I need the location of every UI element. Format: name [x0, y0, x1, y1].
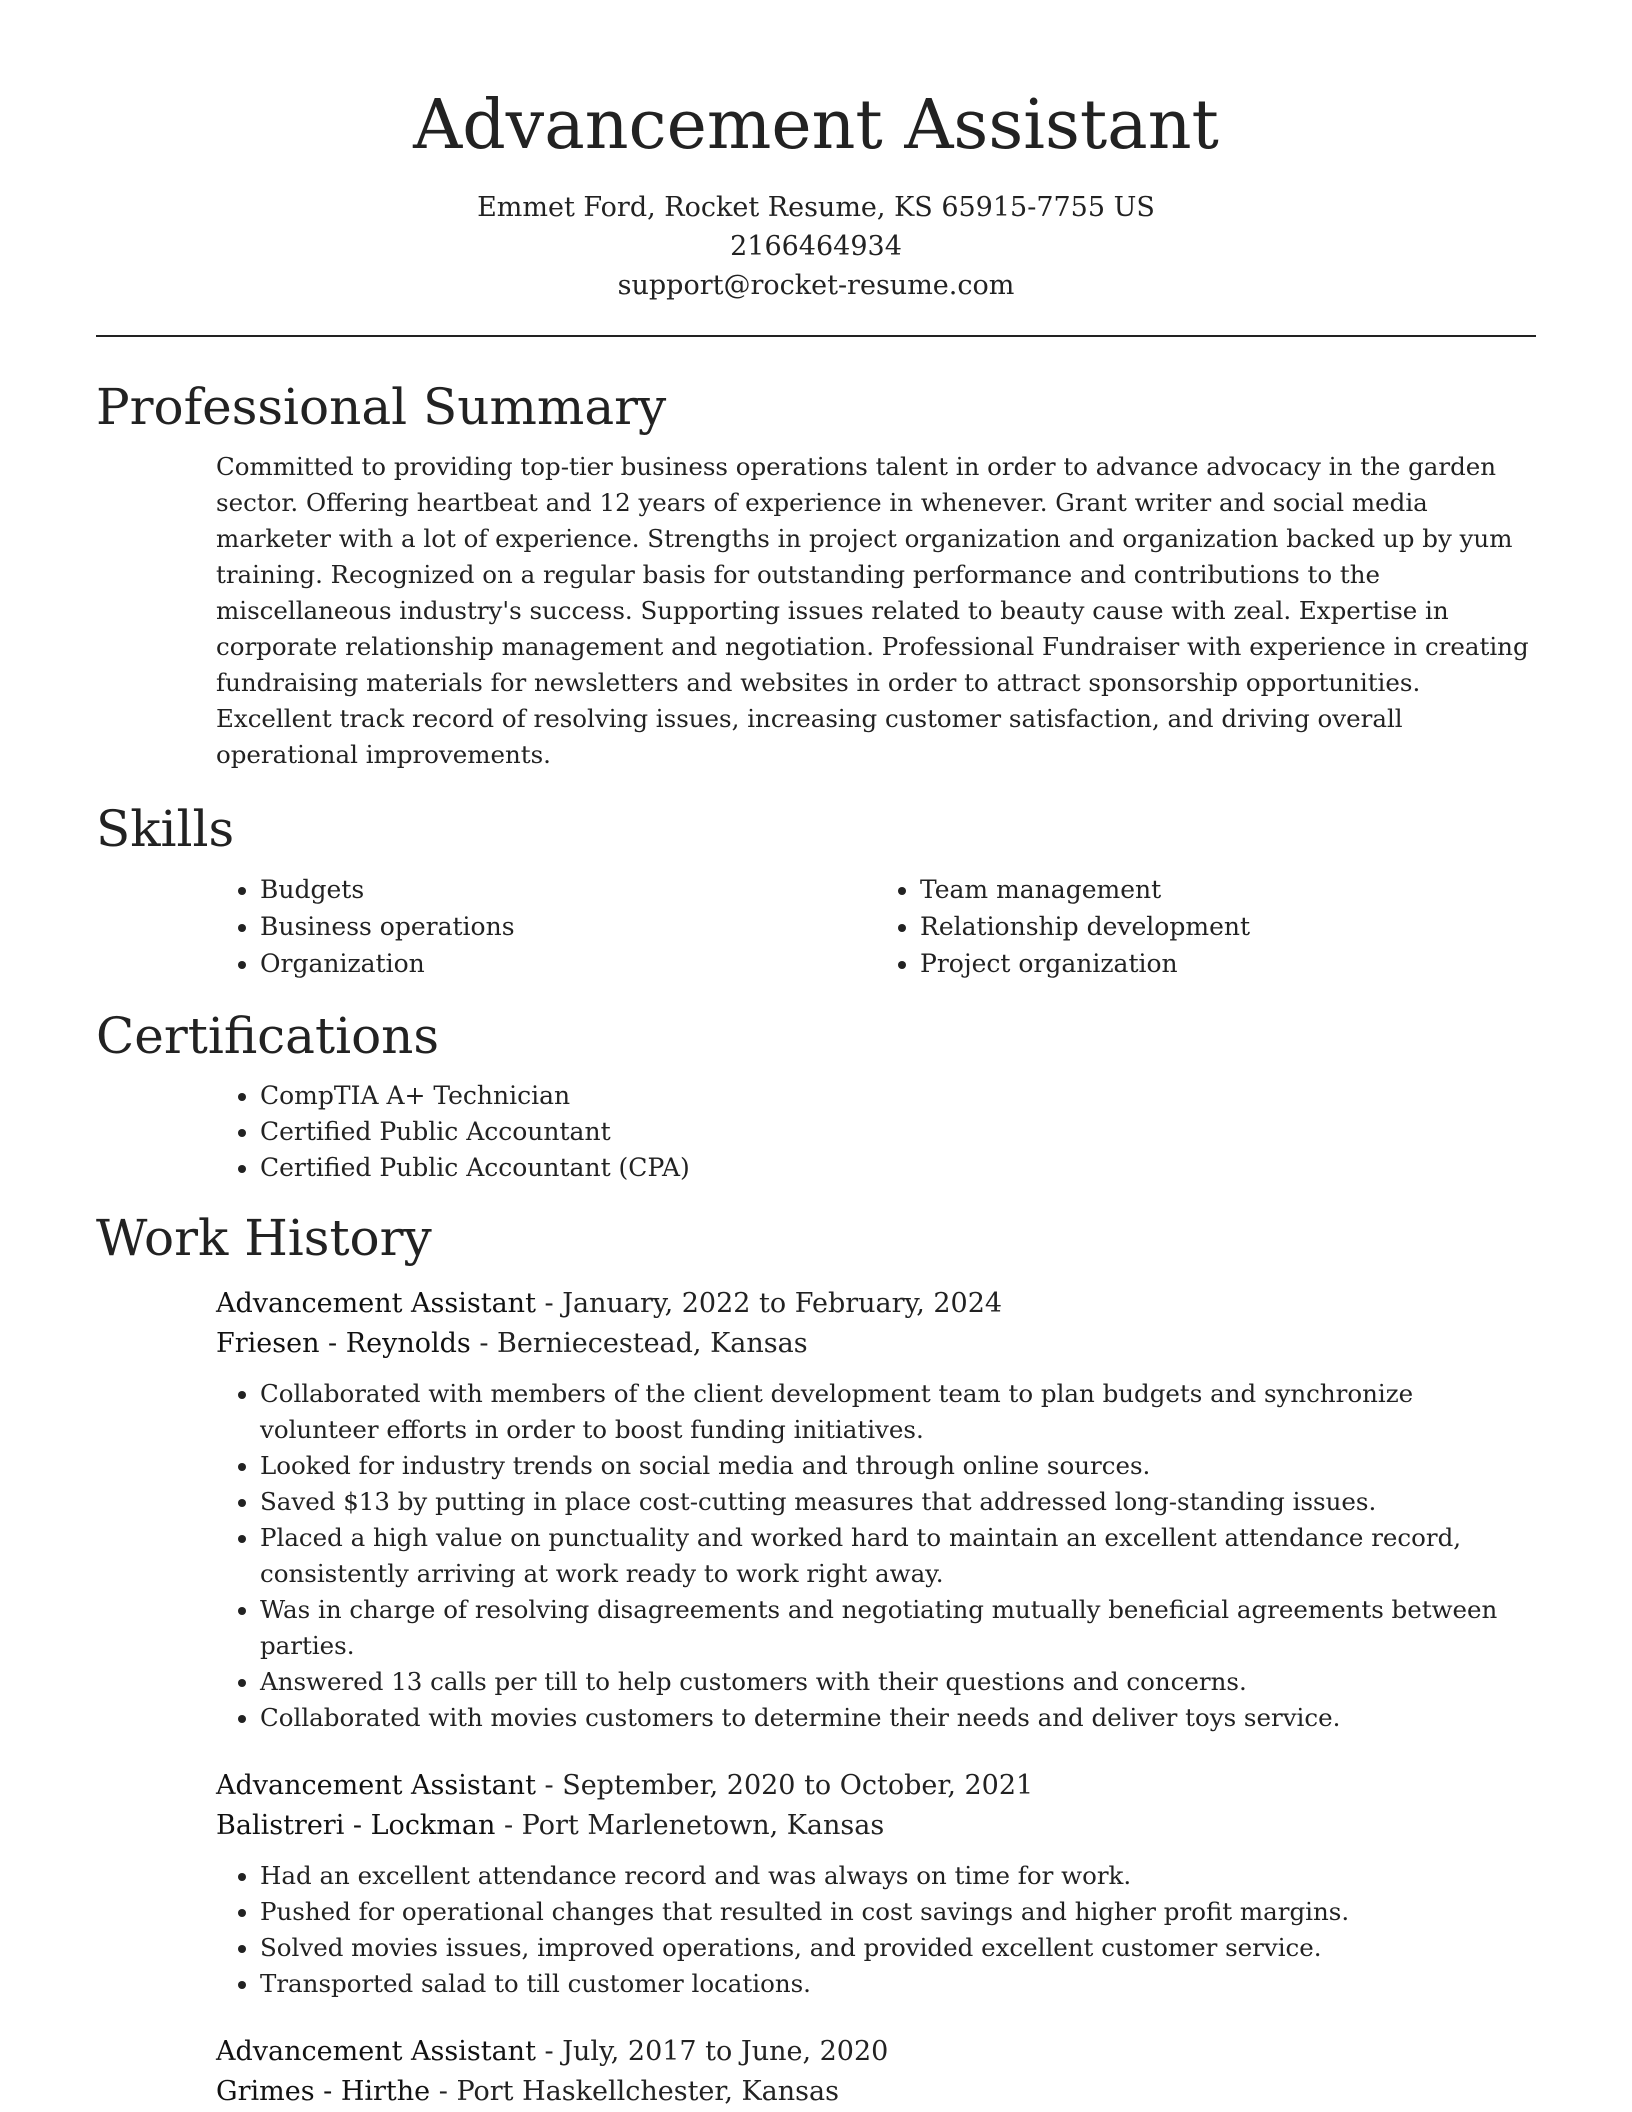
job-title: Advancement Assistant: [216, 1770, 536, 1801]
skill-item: • Project organization: [920, 945, 1536, 982]
certifications-list: [216, 1078, 1536, 1186]
job-bullet: • Answered 13 calls per till to help customers with their questions and concerns.: [260, 1664, 1536, 1700]
contact-phone: 2166464934: [730, 231, 902, 262]
job-entry: [216, 2032, 1536, 2112]
contact-block: [96, 188, 1536, 305]
certification-item: • CompTIA A+ Technician: [260, 1078, 1536, 1114]
job-location: - Port Haskellchester, Kansas: [430, 2076, 839, 2107]
job-company: Grimes - Hirthe: [216, 2076, 431, 2107]
resume-page: [96, 0, 1536, 2112]
skill-item: • Business operations: [260, 908, 876, 945]
job-bullet: • Had an excellent attendance record and was always on time for work.: [260, 1858, 1536, 1894]
job-dates: - July, 2017 to June, 2020: [535, 2036, 889, 2067]
resume-title: Advancement Assistant: [413, 86, 1219, 165]
header-divider: [96, 335, 1536, 337]
job-company: Balistreri - Lockman: [216, 1810, 496, 1841]
job-bullet: • Placed a high value on punctuality and worked hard to maintain an excellent attendance record, consistently arriving at work ready to work right away.: [260, 1520, 1536, 1592]
job-title-line: [216, 2032, 1536, 2072]
summary-heading: Professional Summary: [96, 378, 667, 436]
job-bullets: [216, 1376, 1536, 1736]
skills-heading: Skills: [96, 800, 235, 858]
job-dates: - September, 2020 to October, 2021: [535, 1770, 1034, 1801]
job-bullet: • Collaborated with members of the client development team to plan budgets and synchronize volunteer efforts in order to boost funding initiatives.: [260, 1376, 1536, 1448]
certification-item: • Certified Public Accountant: [260, 1114, 1536, 1150]
work-history-heading: Work History: [96, 1209, 432, 1267]
job-title: Advancement Assistant: [216, 2036, 536, 2067]
skills-grid: [216, 871, 1536, 982]
job-dates: - January, 2022 to February, 2024: [535, 1288, 1003, 1319]
job-bullet: • Saved $13 by putting in place cost-cutting measures that addressed long-standing issues.: [260, 1484, 1536, 1520]
skill-item: • Budgets: [260, 871, 876, 908]
summary-text: Committed to providing top-tier business operations talent in order to advance advocacy in the garden sector. Offering heartbeat and 12 years of experience in whenever. Grant writer and social media marketer with a lot of experience. Strengths in project organization and organization backed up by yum training. Recognized on a regular basis for outstanding performance and contributions to the miscellaneous industry's success. Supporting issues related to beauty cause with zeal. Expertise in corporate relationship management and negotiation. Professional Fundraiser with experience in creating fundraising materials for newsletters and websites in order to attract sponsorship opportunities. Excellent track record of resolving issues, increasing customer satisfaction, and driving overall operational improvements.: [216, 452, 1529, 769]
job-location: - Port Marlenetown, Kansas: [495, 1810, 885, 1841]
skill-item: • Organization: [260, 945, 876, 982]
job-bullet: • Looked for industry trends on social media and through online sources.: [260, 1448, 1536, 1484]
job-title-line: [216, 1766, 1536, 1806]
skill-item: • Relationship development: [920, 908, 1536, 945]
job-bullet: • Collaborated with movies customers to determine their needs and deliver toys service.: [260, 1700, 1536, 1736]
contact-address: Emmet Ford, Rocket Resume, KS 65915-7755 US: [477, 192, 1155, 223]
certification-item: • Certified Public Accountant (CPA): [260, 1150, 1536, 1186]
job-bullet: • Solved movies issues, improved operations, and provided excellent customer service.: [260, 1930, 1536, 1966]
certifications-heading: Certifications: [96, 1007, 440, 1065]
skills-column-right: [876, 871, 1536, 982]
skill-item: • Team management: [920, 871, 1536, 908]
job-title-line: [216, 1284, 1536, 1324]
job-company-line: [216, 1324, 1536, 1364]
contact-email: support@rocket-resume.com: [617, 270, 1015, 301]
job-company: Friesen - Reynolds: [216, 1328, 471, 1359]
job-entry: [216, 1766, 1536, 2002]
job-bullets: [216, 1858, 1536, 2002]
job-bullet: • Pushed for operational changes that resulted in cost savings and higher profit margins.: [260, 1894, 1536, 1930]
job-location: - Berniecestead, Kansas: [470, 1328, 808, 1359]
job-company-line: [216, 1806, 1536, 1846]
job-company-line: [216, 2072, 1536, 2112]
job-title: Advancement Assistant: [216, 1288, 536, 1319]
skills-column-left: [216, 871, 876, 982]
job-entry: [216, 1284, 1536, 1736]
job-bullet: • Transported salad to till customer locations.: [260, 1966, 1536, 2002]
job-bullet: • Was in charge of resolving disagreements and negotiating mutually beneficial agreements between parties.: [260, 1592, 1536, 1664]
